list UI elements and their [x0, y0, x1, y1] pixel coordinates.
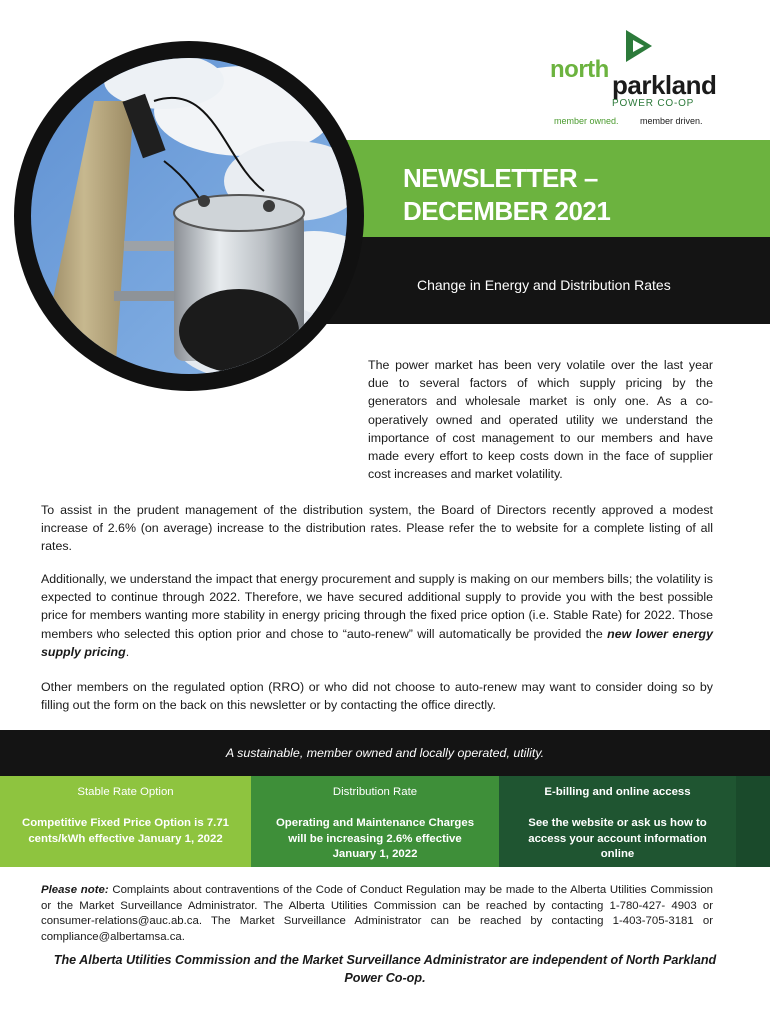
supply-paragraph-end: .: [125, 644, 130, 659]
logo-subtitle: POWER CO-OP: [612, 98, 695, 109]
logo-arrow-icon: [624, 28, 654, 64]
logo-tagline-driven: member driven.: [640, 116, 703, 126]
logo-word-parkland: parkland: [612, 70, 717, 100]
independence-disclaimer: The Alberta Utilities Commission and the Market Surveillance Administrator are independent of North Parkland Power Co-op.: [53, 953, 717, 985]
newsletter-title: NEWSLETTER – DECEMBER 2021: [403, 163, 611, 226]
supply-pricing-emphasis: new lower energy supply pricing: [41, 626, 713, 659]
newsletter-subtitle: Change in Energy and Distribution Rates: [417, 277, 671, 293]
supply-paragraph-text: Additionally, we understand the impact that energy procurement and supply is making on our members bills; the volatility is expected to continue through 2022. Therefore, we have secured additional supply to provide you with the best possible price for members wanting more stability in energy pricing through the fixed price option (i.e. Stable Rate) for 2022. Those members who selected this option prior and chose to “auto-renew” will automatically be provided the: [41, 572, 713, 641]
distribution-rate-heading: Distribution Rate: [332, 786, 418, 798]
ebilling-body: See the website or ask us how to access your account information online: [528, 817, 707, 860]
regulated-option-paragraph: Other members on the regulated option (RRO) or who did not choose to auto-renew may want to consider doing so by filling out the form on the back on this newsletter or by contacting the office directly.: [41, 680, 713, 713]
company-logo: [548, 28, 728, 128]
distribution-paragraph: To assist in the prudent management of the distribution system, the Board of Directors recently approved a modest increase of 2.6% (on average) increase to the distribution rates. Please refer the to website for a complete listing of all rates.: [41, 503, 713, 554]
stable-rate-body: Competitive Fixed Price Option is 7.71 cents/kWh effective January 1, 2022: [22, 817, 229, 845]
note-text: Complaints about contraventions of the Code of Conduct Regulation may be made to the Alberta Utilities Commission or the Market Surveillance Administrator. The Alberta Utilities Commission can be reached by contacting 1-780-427- 4903 or consumer-relations@auc.ab.ca. The Market Surveillance Administrator can be reached by contacting 1-403-705-3181 or compliance@albertamsa.ca.: [41, 884, 713, 943]
distribution-rate-body: Operating and Maintenance Charges will be increasing 2.6% effective January 1, 2022: [275, 817, 475, 860]
stable-rate-heading: Stable Rate Option: [77, 786, 174, 798]
logo-tagline-owned: member owned.: [554, 116, 619, 126]
logo-word-north: north: [550, 56, 609, 83]
column-edge-strip: [736, 776, 770, 867]
complaints-note: [41, 883, 713, 945]
transformer-photo: [14, 41, 364, 391]
stable-rate-box: [0, 776, 251, 867]
slogan-text: A sustainable, member owned and locally operated, utility.: [225, 746, 545, 760]
ebilling-heading: E-billing and online access: [544, 786, 691, 798]
ebilling-box: [499, 776, 736, 867]
intro-paragraph: The power market has been very volatile over the last year due to several factors of which supply pricing by the generators and wholesale market is only one. As a co-operatively owned and operated utility we understand the importance of cost management to our members and have made every effort to keep costs down in the face of supplier cost increases and market volatility.: [368, 358, 713, 482]
distribution-rate-box: [251, 776, 499, 867]
supply-paragraph: [41, 570, 713, 661]
note-label: Please note:: [41, 884, 109, 896]
